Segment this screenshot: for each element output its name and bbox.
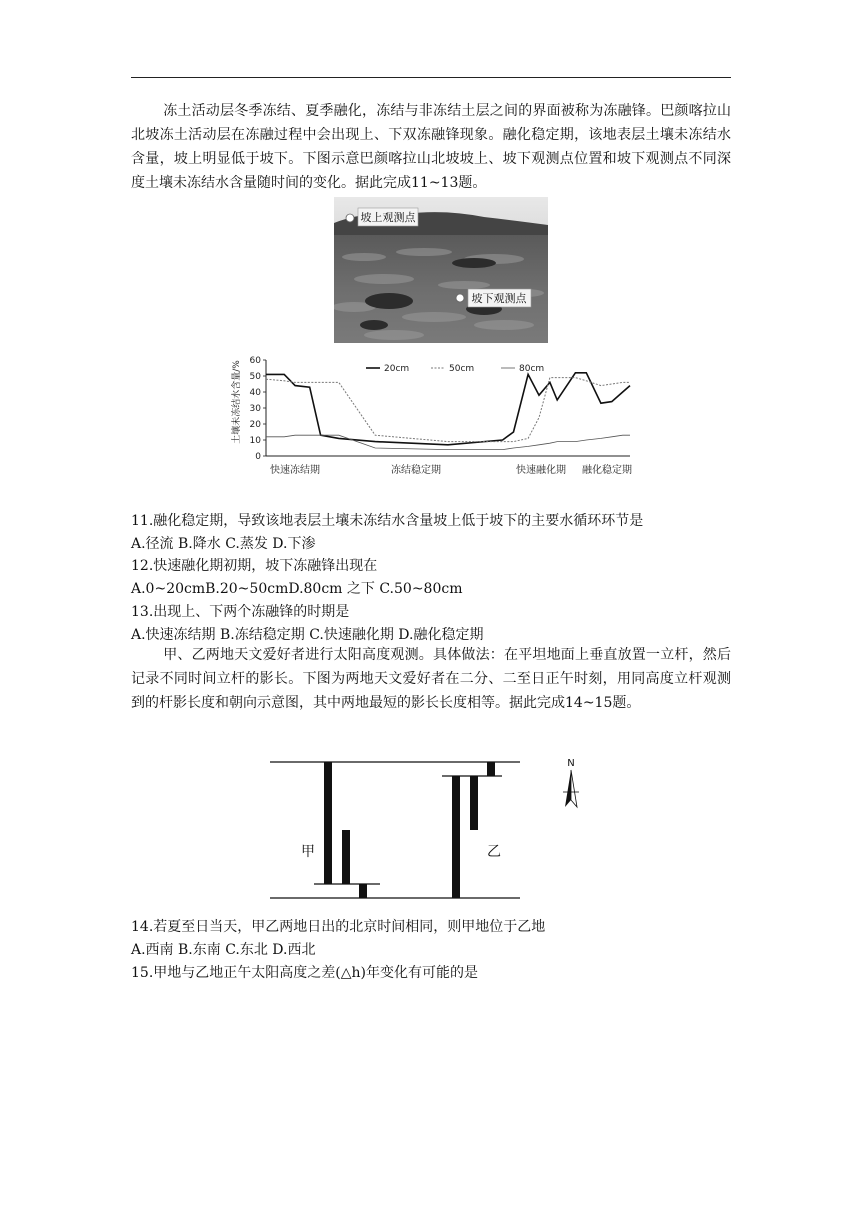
y-tick-label: 40 [249,388,261,398]
yi-label: 乙 [487,844,501,860]
y-tick-label: 50 [249,372,261,382]
legend-label-50cm: 50cm [449,364,475,374]
legend-label-20cm: 20cm [384,364,410,374]
question-12: 12.快速融化期初期，坡下冻融锋出现在 [131,558,378,574]
jia-shadow-short [359,884,367,898]
question-14-options: A.西南 B.东南 C.东北 D.西北 [131,942,316,958]
question-13: 13.出现上、下两个冻融锋的时期是 [131,604,350,620]
intro-paragraph-1 [131,99,731,195]
shadow-figure [262,751,608,903]
legend-label-80cm: 80cm [519,364,545,374]
north-label: N [567,758,575,769]
period-label: 融化稳定期 [582,465,632,476]
field-photo [334,197,548,343]
upper-site-label: 坡上观测点 [360,211,416,224]
y-tick-label: 10 [249,436,261,446]
moisture-chart [226,347,646,480]
jia-label: 甲 [301,844,315,860]
jia-shadow-long [324,762,332,884]
question-12-options: A.0~20cmB.20~50cmD.80cm 之下 C.50~80cm [131,581,463,597]
y-tick-label: 60 [249,356,261,366]
question-14: 14.若夏至日当天，甲乙两地日出的北京时间相同，则甲地位于乙地 [131,919,546,935]
question-11-options: A.径流 B.降水 C.蒸发 D.下渗 [131,536,316,552]
period-label: 快速冻结期 [270,465,320,476]
jia-shadow-mid [342,830,350,884]
y-tick-label: 30 [249,404,261,414]
question-11: 11.融化稳定期，导致该地表层土壤未冻结水含量坡上低于坡下的主要水循环环节是 [131,513,644,529]
intro-paragraph-2 [131,643,731,715]
intro-text-2: 甲、乙两地天文爱好者进行太阳高度观测。具体做法：在平坦地面上垂直放置一立杆，然后记录不同时间立杆的影长。下图为两地天文爱好者在二分、二至日正午时刻，用同高度立杆观测到的杆影长度和朝向示意图，其中两地最短的影长长度相等。据此完成14~15题。 [131,647,731,711]
period-label: 冻结稳定期 [391,465,441,476]
question-15: 15.甲地与乙地正午太阳高度之差(△h)年变化有可能的是 [131,965,478,981]
intro-text-1: 冻土活动层冬季冻结、夏季融化，冻结与非冻结土层之间的界面被称为冻融锋。巴颜喀拉山北坡冻土活动层在冻融过程中会出现上、下双冻融锋现象。融化稳定期，该地表层土壤未冻结水含量，坡上明显低于坡下。下图示意巴颜喀拉山北坡坡上、坡下观测点位置和坡下观测点不同深度土壤未冻结水含量随时间的变化。据此完成11~13题。 [131,103,731,191]
y-tick-label: 20 [249,420,261,430]
yi-shadow-long [452,776,460,898]
header-rule [131,77,731,78]
lower-site-label: 坡下观测点 [471,292,527,305]
question-13-options: A.快速冻结期 B.冻结稳定期 C.快速融化期 D.融化稳定期 [131,627,484,643]
y-tick-label: 0 [255,452,261,462]
y-axis-label: 土壤未冻结水含量/% [232,360,242,444]
period-label: 快速融化期 [516,465,566,476]
yi-shadow-mid [470,776,478,830]
yi-shadow-short [487,762,495,776]
